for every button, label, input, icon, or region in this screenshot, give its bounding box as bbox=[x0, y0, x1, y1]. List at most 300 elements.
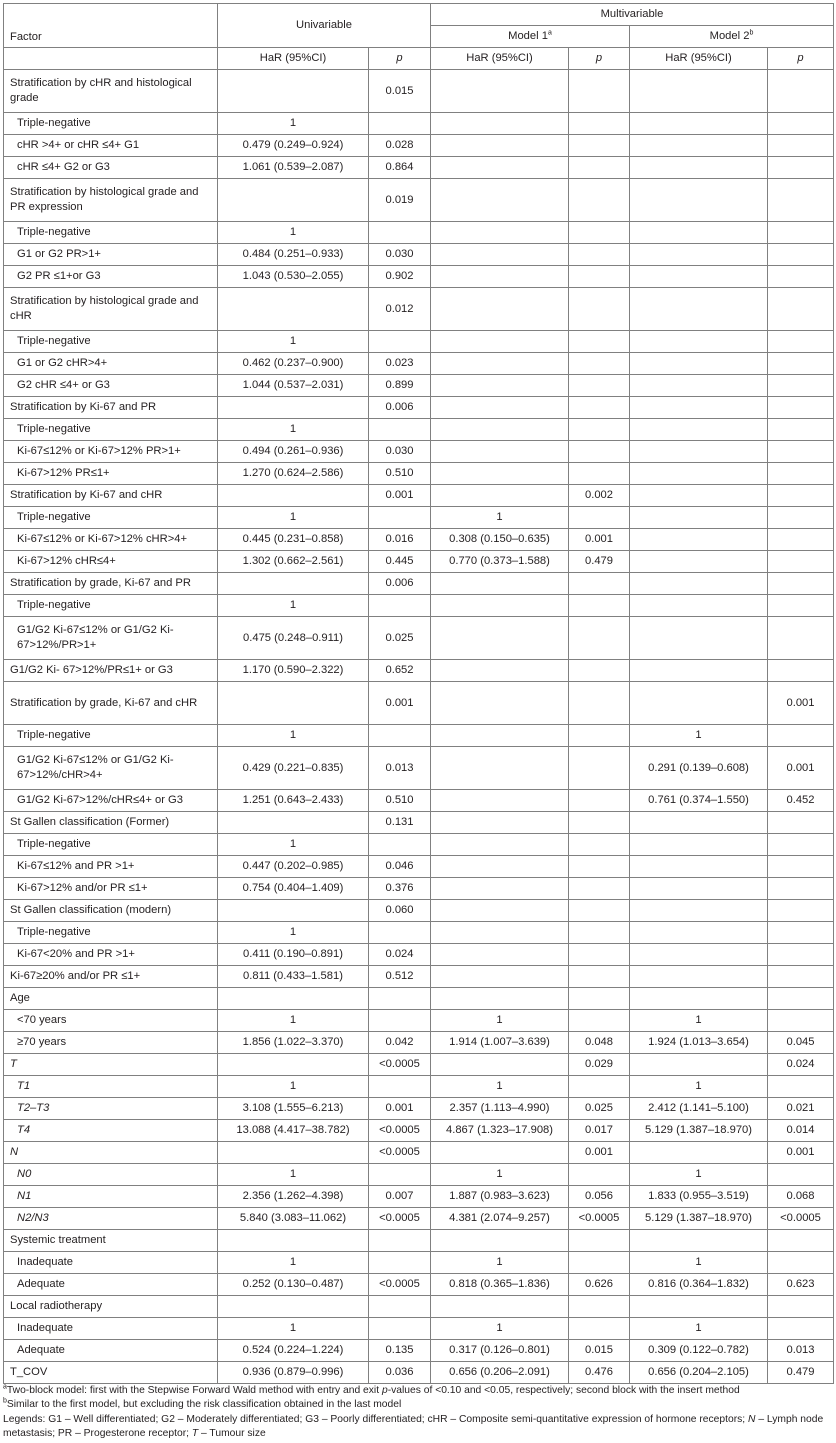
model-1-p-cell bbox=[569, 900, 630, 922]
table-row bbox=[4, 1010, 834, 1032]
factor-cell: N bbox=[4, 1142, 218, 1164]
univariable-har-cell bbox=[218, 397, 369, 419]
table-row bbox=[4, 856, 834, 878]
model-2-p-cell bbox=[768, 135, 834, 157]
model-1-p-cell bbox=[569, 157, 630, 179]
factor-cell: Stratification by histological grade and PR expression bbox=[4, 179, 218, 222]
model-2-har-cell bbox=[630, 441, 768, 463]
univariable-p-cell bbox=[369, 1318, 431, 1340]
factor-cell: T4 bbox=[4, 1120, 218, 1142]
model-2-p-cell bbox=[768, 573, 834, 595]
model-2-p-cell bbox=[768, 70, 834, 113]
univariable-p-cell: 0.864 bbox=[369, 157, 431, 179]
model-2-har-cell bbox=[630, 375, 768, 397]
factor-cell: T2–T3 bbox=[4, 1098, 218, 1120]
factor-cell: G2 PR ≤1+or G3 bbox=[4, 266, 218, 288]
univariable-p-cell: 0.135 bbox=[369, 1340, 431, 1362]
univariable-har-cell bbox=[218, 682, 369, 725]
model-1-p-cell bbox=[569, 1230, 630, 1252]
univariable-har-cell: 1 bbox=[218, 222, 369, 244]
table-row bbox=[4, 222, 834, 244]
model-1-p-cell bbox=[569, 682, 630, 725]
univariable-p-cell bbox=[369, 1230, 431, 1252]
header-har-univariable: HaR (95%CI) bbox=[218, 48, 369, 70]
model-2-har-cell bbox=[630, 878, 768, 900]
model-2-har-cell bbox=[630, 288, 768, 331]
model-2-p-cell bbox=[768, 244, 834, 266]
table-row bbox=[4, 1340, 834, 1362]
model-1-har-cell: 4.867 (1.323–17.908) bbox=[431, 1120, 569, 1142]
univariable-p-cell bbox=[369, 1252, 431, 1274]
model-2-p-cell: 0.013 bbox=[768, 1340, 834, 1362]
model-2-p-cell: 0.479 bbox=[768, 1362, 834, 1384]
model-1-har-cell: 0.317 (0.126–0.801) bbox=[431, 1340, 569, 1362]
factor-cell: Triple-negative bbox=[4, 507, 218, 529]
model-2-p-cell: 0.452 bbox=[768, 790, 834, 812]
model-1-har-cell: 1.887 (0.983–3.623) bbox=[431, 1186, 569, 1208]
model-2-har-cell bbox=[630, 1230, 768, 1252]
model-2-har-cell bbox=[630, 551, 768, 573]
univariable-p-cell: 0.016 bbox=[369, 529, 431, 551]
univariable-p-cell bbox=[369, 725, 431, 747]
model-1-p-cell bbox=[569, 1076, 630, 1098]
results-table bbox=[3, 3, 834, 1384]
model-2-har-cell: 5.129 (1.387–18.970) bbox=[630, 1208, 768, 1230]
model-1-har-cell bbox=[431, 682, 569, 725]
univariable-har-cell bbox=[218, 288, 369, 331]
model-1-har-cell: 1 bbox=[431, 1076, 569, 1098]
univariable-har-cell: 1.302 (0.662–2.561) bbox=[218, 551, 369, 573]
model-1-p-cell bbox=[569, 617, 630, 660]
model-1-har-cell bbox=[431, 441, 569, 463]
model-2-p-cell bbox=[768, 222, 834, 244]
table-row bbox=[4, 747, 834, 790]
model-2-p-cell bbox=[768, 375, 834, 397]
table-row bbox=[4, 419, 834, 441]
model-1-har-cell: 0.818 (0.365–1.836) bbox=[431, 1274, 569, 1296]
univariable-p-cell bbox=[369, 1010, 431, 1032]
model-1-p-cell bbox=[569, 922, 630, 944]
univariable-p-cell: 0.025 bbox=[369, 617, 431, 660]
model-1-p-cell bbox=[569, 222, 630, 244]
factor-cell: G1 or G2 cHR>4+ bbox=[4, 353, 218, 375]
univariable-har-cell: 0.429 (0.221–0.835) bbox=[218, 747, 369, 790]
model-1-har-cell bbox=[431, 485, 569, 507]
model-2-p-cell bbox=[768, 834, 834, 856]
univariable-p-cell: 0.036 bbox=[369, 1362, 431, 1384]
factor-cell: G1/G2 Ki-67>12%/cHR≤4+ or G3 bbox=[4, 790, 218, 812]
univariable-har-cell: 1.270 (0.624–2.586) bbox=[218, 463, 369, 485]
model-2-har-cell bbox=[630, 682, 768, 725]
model-1-p-cell bbox=[569, 812, 630, 834]
model-1-har-cell bbox=[431, 113, 569, 135]
factor-cell: Triple-negative bbox=[4, 834, 218, 856]
factor-cell: T bbox=[4, 1054, 218, 1076]
univariable-p-cell: 0.512 bbox=[369, 966, 431, 988]
table-row bbox=[4, 1076, 834, 1098]
model-2-har-cell: 0.656 (0.204–2.105) bbox=[630, 1362, 768, 1384]
univariable-har-cell: 1 bbox=[218, 507, 369, 529]
univariable-p-cell bbox=[369, 922, 431, 944]
model-1-p-cell bbox=[569, 944, 630, 966]
univariable-har-cell: 0.411 (0.190–0.891) bbox=[218, 944, 369, 966]
header-p-univariable: p bbox=[369, 48, 431, 70]
table-row bbox=[4, 922, 834, 944]
model-2-har-cell bbox=[630, 135, 768, 157]
model-2-p-cell bbox=[768, 812, 834, 834]
univariable-p-cell bbox=[369, 507, 431, 529]
univariable-p-cell bbox=[369, 834, 431, 856]
model-1-p-cell bbox=[569, 790, 630, 812]
table-row bbox=[4, 1208, 834, 1230]
model-1-p-cell bbox=[569, 660, 630, 682]
table-row bbox=[4, 900, 834, 922]
model-1-har-cell bbox=[431, 288, 569, 331]
model-2-har-cell bbox=[630, 419, 768, 441]
univariable-p-cell: <0.0005 bbox=[369, 1208, 431, 1230]
table-row bbox=[4, 266, 834, 288]
univariable-har-cell: 1 bbox=[218, 1252, 369, 1274]
univariable-har-cell: 0.462 (0.237–0.900) bbox=[218, 353, 369, 375]
header-multivariable: Multivariable bbox=[431, 4, 834, 26]
univariable-p-cell: 0.023 bbox=[369, 353, 431, 375]
model-2-p-cell bbox=[768, 617, 834, 660]
model-1-p-cell bbox=[569, 856, 630, 878]
univariable-har-cell bbox=[218, 573, 369, 595]
factor-cell: ≥70 years bbox=[4, 1032, 218, 1054]
univariable-p-cell: 0.376 bbox=[369, 878, 431, 900]
factor-cell: Stratification by cHR and histological grade bbox=[4, 70, 218, 113]
model-1-p-cell bbox=[569, 266, 630, 288]
factor-cell: Ki-67<20% and PR >1+ bbox=[4, 944, 218, 966]
table-row bbox=[4, 441, 834, 463]
model-1-p-cell bbox=[569, 1010, 630, 1032]
univariable-har-cell: 1 bbox=[218, 1010, 369, 1032]
model-1-p-cell bbox=[569, 966, 630, 988]
model-2-p-cell: 0.623 bbox=[768, 1274, 834, 1296]
univariable-p-cell: 0.007 bbox=[369, 1186, 431, 1208]
univariable-p-cell: <0.0005 bbox=[369, 1054, 431, 1076]
model-2-har-cell bbox=[630, 179, 768, 222]
model-1-p-cell: 0.056 bbox=[569, 1186, 630, 1208]
model-2-har-cell: 1 bbox=[630, 1010, 768, 1032]
model-1-har-cell bbox=[431, 397, 569, 419]
model-1-har-cell: 1 bbox=[431, 1010, 569, 1032]
univariable-p-cell: <0.0005 bbox=[369, 1274, 431, 1296]
univariable-har-cell: 0.524 (0.224–1.224) bbox=[218, 1340, 369, 1362]
factor-cell: Local radiotherapy bbox=[4, 1296, 218, 1318]
footnote-legend: Legends: G1 – Well differentiated; G2 – Moderately differentiated; G3 – Poorly differentiated; cHR – Composite semi-quantitative expression of hormone receptors; N – Lymph node metastasis; PR – Progesterone receptor; T – Tumour size bbox=[3, 1413, 824, 1439]
univariable-har-cell: 0.494 (0.261–0.936) bbox=[218, 441, 369, 463]
factor-cell: G1 or G2 PR>1+ bbox=[4, 244, 218, 266]
model-1-har-cell bbox=[431, 244, 569, 266]
univariable-har-cell: 0.445 (0.231–0.858) bbox=[218, 529, 369, 551]
model-2-har-cell bbox=[630, 573, 768, 595]
model-2-har-cell: 1.924 (1.013–3.654) bbox=[630, 1032, 768, 1054]
univariable-p-cell: 0.510 bbox=[369, 790, 431, 812]
model-1-p-cell bbox=[569, 375, 630, 397]
univariable-har-cell: 1 bbox=[218, 725, 369, 747]
model-1-p-cell bbox=[569, 834, 630, 856]
univariable-p-cell: 0.060 bbox=[369, 900, 431, 922]
univariable-har-cell bbox=[218, 485, 369, 507]
model-1-p-cell bbox=[569, 288, 630, 331]
univariable-p-cell: 0.019 bbox=[369, 179, 431, 222]
univariable-p-cell: 0.046 bbox=[369, 856, 431, 878]
model-2-har-cell bbox=[630, 1054, 768, 1076]
model-1-p-cell: <0.0005 bbox=[569, 1208, 630, 1230]
univariable-p-cell: 0.042 bbox=[369, 1032, 431, 1054]
header-factor: Factor bbox=[4, 4, 218, 48]
univariable-har-cell: 0.811 (0.433–1.581) bbox=[218, 966, 369, 988]
model-2-p-cell: 0.001 bbox=[768, 682, 834, 725]
table-row bbox=[4, 157, 834, 179]
model-2-p-cell: 0.045 bbox=[768, 1032, 834, 1054]
univariable-har-cell: 1.044 (0.537–2.031) bbox=[218, 375, 369, 397]
model-2-har-cell bbox=[630, 1142, 768, 1164]
model-2-p-cell bbox=[768, 266, 834, 288]
model-2-p-cell bbox=[768, 944, 834, 966]
univariable-har-cell: 3.108 (1.555–6.213) bbox=[218, 1098, 369, 1120]
model-2-p-cell bbox=[768, 551, 834, 573]
univariable-har-cell: 1.061 (0.539–2.087) bbox=[218, 157, 369, 179]
factor-cell: Inadequate bbox=[4, 1252, 218, 1274]
table-row bbox=[4, 573, 834, 595]
model-2-p-cell bbox=[768, 485, 834, 507]
model-2-har-cell bbox=[630, 856, 768, 878]
model-2-p-cell bbox=[768, 900, 834, 922]
factor-cell: Stratification by grade, Ki-67 and PR bbox=[4, 573, 218, 595]
univariable-har-cell: 0.447 (0.202–0.985) bbox=[218, 856, 369, 878]
univariable-p-cell: 0.006 bbox=[369, 573, 431, 595]
model-1-har-cell bbox=[431, 900, 569, 922]
model-2-p-cell bbox=[768, 1296, 834, 1318]
model-2-har-cell bbox=[630, 617, 768, 660]
model-2-har-cell bbox=[630, 397, 768, 419]
univariable-p-cell: 0.510 bbox=[369, 463, 431, 485]
model-1-p-cell: 0.025 bbox=[569, 1098, 630, 1120]
model-2-p-cell bbox=[768, 113, 834, 135]
model-1-p-cell: 0.048 bbox=[569, 1032, 630, 1054]
model-2-har-cell bbox=[630, 507, 768, 529]
model-1-har-cell bbox=[431, 595, 569, 617]
table-row bbox=[4, 660, 834, 682]
model-2-har-cell: 1 bbox=[630, 1164, 768, 1186]
model-2-p-cell bbox=[768, 1164, 834, 1186]
model-1-p-cell bbox=[569, 1318, 630, 1340]
table-row bbox=[4, 135, 834, 157]
model-2-p-cell bbox=[768, 725, 834, 747]
model-1-har-cell bbox=[431, 834, 569, 856]
table-row bbox=[4, 1296, 834, 1318]
univariable-har-cell: 0.754 (0.404–1.409) bbox=[218, 878, 369, 900]
table-row bbox=[4, 485, 834, 507]
univariable-har-cell: 1 bbox=[218, 419, 369, 441]
table-row bbox=[4, 397, 834, 419]
model-2-har-cell bbox=[630, 353, 768, 375]
model-1-p-cell: 0.476 bbox=[569, 1362, 630, 1384]
model-1-har-cell: 4.381 (2.074–9.257) bbox=[431, 1208, 569, 1230]
factor-cell: Systemic treatment bbox=[4, 1230, 218, 1252]
model-1-har-cell bbox=[431, 375, 569, 397]
model-1-p-cell bbox=[569, 179, 630, 222]
model-2-p-cell: 0.024 bbox=[768, 1054, 834, 1076]
table-row bbox=[4, 113, 834, 135]
factor-cell: Triple-negative bbox=[4, 922, 218, 944]
model-2-har-cell: 1 bbox=[630, 1252, 768, 1274]
univariable-p-cell: 0.001 bbox=[369, 682, 431, 725]
factor-cell: Ki-67≥20% and/or PR ≤1+ bbox=[4, 966, 218, 988]
model-2-har-cell bbox=[630, 463, 768, 485]
model-2-har-cell: 0.309 (0.122–0.782) bbox=[630, 1340, 768, 1362]
footnote-b: $^b$Similar to the first model, but excluding the risk classification obtained in the last model bbox=[3, 1397, 402, 1411]
factor-cell: T_COV bbox=[4, 1362, 218, 1384]
model-2-har-cell bbox=[630, 485, 768, 507]
model-1-har-cell bbox=[431, 790, 569, 812]
model-2-har-cell bbox=[630, 266, 768, 288]
header-har-model-2: HaR (95%CI) bbox=[630, 48, 768, 70]
model-1-har-cell: 0.656 (0.206–2.091) bbox=[431, 1362, 569, 1384]
table-row bbox=[4, 1230, 834, 1252]
model-1-har-cell bbox=[431, 944, 569, 966]
univariable-har-cell: 0.252 (0.130–0.487) bbox=[218, 1274, 369, 1296]
model-2-har-cell: 2.412 (1.141–5.100) bbox=[630, 1098, 768, 1120]
univariable-p-cell: 0.445 bbox=[369, 551, 431, 573]
header-model-1: Model 1$^a$ bbox=[431, 26, 630, 48]
model-2-har-cell bbox=[630, 157, 768, 179]
model-1-har-cell: 1.914 (1.007–3.639) bbox=[431, 1032, 569, 1054]
factor-cell: Adequate bbox=[4, 1274, 218, 1296]
footnote-a: $^a$Two-block model: first with the Stepwise Forward Wald method with entry and exit p-values of <0.10 and <0.05, respectively; second block with the insert method bbox=[3, 1383, 740, 1396]
univariable-p-cell bbox=[369, 222, 431, 244]
model-1-har-cell bbox=[431, 353, 569, 375]
model-1-har-cell bbox=[431, 266, 569, 288]
model-2-p-cell: <0.0005 bbox=[768, 1208, 834, 1230]
model-1-p-cell bbox=[569, 573, 630, 595]
factor-cell: St Gallen classification (Former) bbox=[4, 812, 218, 834]
factor-cell: T1 bbox=[4, 1076, 218, 1098]
model-1-har-cell bbox=[431, 617, 569, 660]
model-1-har-cell bbox=[431, 135, 569, 157]
univariable-p-cell: <0.0005 bbox=[369, 1142, 431, 1164]
univariable-har-cell: 0.484 (0.251–0.933) bbox=[218, 244, 369, 266]
model-2-p-cell: 0.021 bbox=[768, 1098, 834, 1120]
header-model-2: Model 2$^b$ bbox=[630, 26, 834, 48]
univariable-p-cell: 0.131 bbox=[369, 812, 431, 834]
table-row bbox=[4, 682, 834, 725]
factor-cell: Age bbox=[4, 988, 218, 1010]
factor-cell: G1/G2 Ki-67≤12% or G1/G2 Ki- 67>12%/PR>1+ bbox=[4, 617, 218, 660]
model-1-har-cell bbox=[431, 812, 569, 834]
univariable-p-cell: 0.013 bbox=[369, 747, 431, 790]
univariable-p-cell bbox=[369, 1296, 431, 1318]
table-row bbox=[4, 463, 834, 485]
model-1-har-cell bbox=[431, 463, 569, 485]
factor-cell: Ki-67>12% cHR≤4+ bbox=[4, 551, 218, 573]
model-1-har-cell bbox=[431, 966, 569, 988]
model-2-har-cell bbox=[630, 834, 768, 856]
model-1-p-cell bbox=[569, 595, 630, 617]
model-1-p-cell bbox=[569, 1296, 630, 1318]
factor-cell: Triple-negative bbox=[4, 419, 218, 441]
model-1-har-cell bbox=[431, 878, 569, 900]
table-row bbox=[4, 353, 834, 375]
univariable-har-cell: 13.088 (4.417–38.782) bbox=[218, 1120, 369, 1142]
model-1-p-cell: 0.001 bbox=[569, 1142, 630, 1164]
univariable-har-cell: 1 bbox=[218, 1164, 369, 1186]
model-2-p-cell bbox=[768, 1076, 834, 1098]
univariable-har-cell: 1 bbox=[218, 834, 369, 856]
table-row bbox=[4, 179, 834, 222]
model-1-har-cell bbox=[431, 331, 569, 353]
table-row bbox=[4, 70, 834, 113]
univariable-har-cell: 5.840 (3.083–11.062) bbox=[218, 1208, 369, 1230]
model-1-har-cell: 0.308 (0.150–0.635) bbox=[431, 529, 569, 551]
univariable-p-cell: 0.028 bbox=[369, 135, 431, 157]
model-2-p-cell bbox=[768, 966, 834, 988]
model-2-p-cell bbox=[768, 595, 834, 617]
model-1-har-cell: 2.357 (1.113–4.990) bbox=[431, 1098, 569, 1120]
model-2-har-cell bbox=[630, 222, 768, 244]
model-1-har-cell bbox=[431, 1230, 569, 1252]
univariable-har-cell bbox=[218, 1054, 369, 1076]
header-har-model-1: HaR (95%CI) bbox=[431, 48, 569, 70]
table-row bbox=[4, 1120, 834, 1142]
univariable-har-cell: 1 bbox=[218, 922, 369, 944]
univariable-p-cell: 0.015 bbox=[369, 70, 431, 113]
table-row bbox=[4, 1252, 834, 1274]
univariable-har-cell: 1 bbox=[218, 331, 369, 353]
univariable-p-cell: 0.001 bbox=[369, 1098, 431, 1120]
factor-cell: N2/N3 bbox=[4, 1208, 218, 1230]
model-1-p-cell: 0.002 bbox=[569, 485, 630, 507]
table-row bbox=[4, 244, 834, 266]
model-2-p-cell bbox=[768, 288, 834, 331]
univariable-har-cell bbox=[218, 1296, 369, 1318]
univariable-har-cell: 1.251 (0.643–2.433) bbox=[218, 790, 369, 812]
table-row bbox=[4, 966, 834, 988]
model-2-p-cell bbox=[768, 878, 834, 900]
table-row bbox=[4, 1098, 834, 1120]
factor-cell: Adequate bbox=[4, 1340, 218, 1362]
model-1-p-cell bbox=[569, 70, 630, 113]
model-1-har-cell bbox=[431, 157, 569, 179]
univariable-har-cell: 1 bbox=[218, 1076, 369, 1098]
table-row bbox=[4, 878, 834, 900]
model-2-p-cell bbox=[768, 157, 834, 179]
model-2-p-cell bbox=[768, 507, 834, 529]
factor-cell: Triple-negative bbox=[4, 331, 218, 353]
factor-cell: Triple-negative bbox=[4, 222, 218, 244]
univariable-p-cell: 0.652 bbox=[369, 660, 431, 682]
model-1-har-cell bbox=[431, 988, 569, 1010]
model-1-p-cell bbox=[569, 113, 630, 135]
model-1-har-cell bbox=[431, 222, 569, 244]
table-row bbox=[4, 375, 834, 397]
model-2-har-cell bbox=[630, 244, 768, 266]
univariable-p-cell: 0.024 bbox=[369, 944, 431, 966]
factor-cell: Ki-67≤12% and PR >1+ bbox=[4, 856, 218, 878]
model-2-har-cell bbox=[630, 529, 768, 551]
table-footnotes bbox=[3, 1384, 829, 1441]
model-2-p-cell bbox=[768, 988, 834, 1010]
factor-cell: Stratification by histological grade and cHR bbox=[4, 288, 218, 331]
factor-cell: Inadequate bbox=[4, 1318, 218, 1340]
table-row bbox=[4, 790, 834, 812]
model-2-har-cell bbox=[630, 944, 768, 966]
model-1-har-cell: 1 bbox=[431, 1318, 569, 1340]
model-2-har-cell: 0.816 (0.364–1.832) bbox=[630, 1274, 768, 1296]
